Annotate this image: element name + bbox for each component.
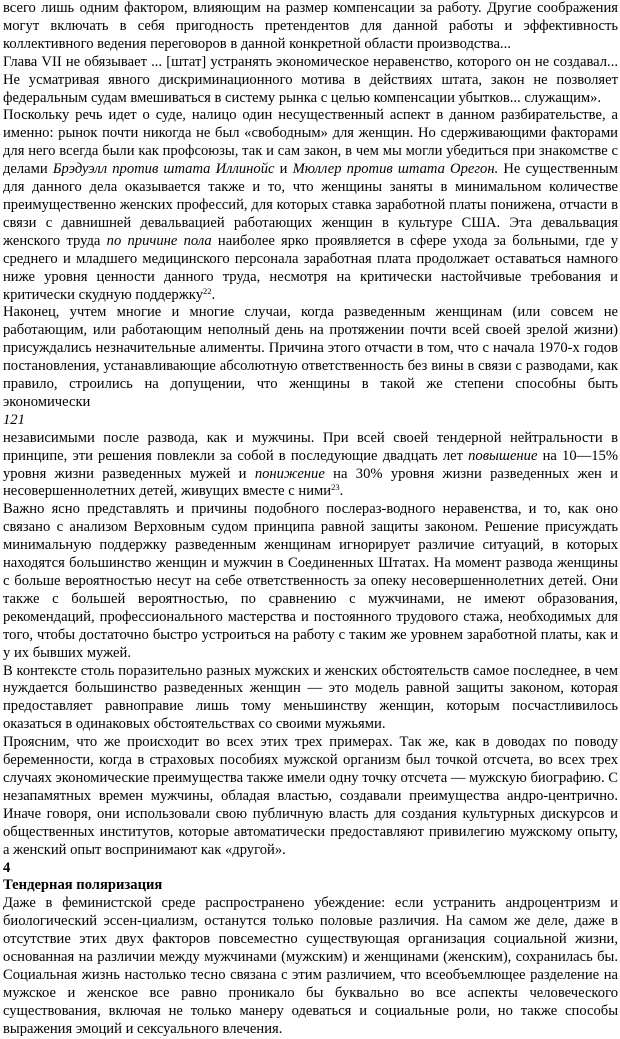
footnote-ref: 22 xyxy=(203,285,212,296)
text-run: . xyxy=(339,483,344,500)
paragraph: Даже в феминистской среде распространено убеждение: если устранить андроцентризм и биологический эссен-циализм, останутся только половые различия. На самом же деле, даже в отсутствие этих двух факторов повсеместно существующая организация социальной жизни, основанная на различии между мужчинами (мужским) и женщинами (женским), сохранилась бы. Социальная жизнь настолько тесно связана с этим различием, что всеобъемлющее разделение на мужское и женское все равно проникало бы буквально во все аспекты человеческого существования, включая не только манеру одеваться и социальные роли, но также способы выражения эмоций и сексуального влечения. xyxy=(3,895,618,1037)
text-run: на 30% уровня жизни разведенных жен и несовершеннолетних детей, живущих вместе с ними xyxy=(3,465,618,500)
chapter-number: 4 xyxy=(3,859,11,876)
text-run: и xyxy=(274,161,293,178)
paragraph: Наконец, учтем многие и многие случаи, когда разведенным женщинам (или совсем не работающим, или работающим неполный день на протяжении почти всей своей зрелой жизни) присуждались незначительные алименты. Причина этого отчасти в том, что с начала 1970-х годов постановления, устанавливающие абсолютную ответственность без вины в связи с разводами, как правило, строились на допущении, что женщины в такой же степени способны быть экономически xyxy=(3,304,618,410)
emphasis: повышение xyxy=(468,447,538,464)
text-run: на 10—15% уровня жизни разведенных мужей и xyxy=(3,447,618,482)
footnote-ref: 23 xyxy=(331,482,340,493)
paragraph: Важно ясно представлять и причины подобного послераз-водного неравенства, и то, как оно связано с анализом Верховным судом принципа равной защиты законом. Решение присуждать минимальную поддержку разведенным женщинам игнорирует различие ситуаций, в которых находятся большинство женщин и мужчин в Соединенных Штатах. На момент развода женщины с больше вероятностью несут на себе ответственность за опеку несовершеннолетних детей. Они также с большей вероятностью, по сравнению с мужчинами, не имеют образования, рекомендаций, профессионального мастерства и постоянного трудового стажа, необходимых для того, чтобы достаточно быстро устроиться на работу с таким же уровнем заработной платы, как и у их бывших мужей. xyxy=(3,501,618,661)
page-number: 121 xyxy=(3,411,25,428)
emphasis: по причине пола xyxy=(106,232,212,249)
text-run: наиболее ярко проявляется в сфере ухода за больными, где у среднего и младшего медицинского персонала заработная плата продолжает оставаться намного ниже уровня ценности данного труда, несмотря на критически настойчивые требования и критически скудную поддержку xyxy=(3,232,618,303)
paragraph: всего лишь одним фактором, влияющим на размер компенсации за работу. Другие соображения могут включать в себя пригодность претендентов для данной работы и эффективность коллективного ведения переговоров в данной конкретной области производства... xyxy=(3,0,618,52)
text-run: . xyxy=(211,286,216,303)
text-run: Не существенным для данного дела оказывается также и то, что женщины заняты в минимальном количестве преимущественно женских профессий, для которых ставка заработной платы понижена, отчасти в связи с давнишней девальвацией работающих женщин в культуре США. Эта девальвация женского труда xyxy=(3,161,619,249)
case-citation: Брэдуэлл против штата Иллинойс xyxy=(52,161,275,178)
paragraph: Глава VII не обязывает ... [штат] устранять экономическое неравенство, которого он не создавал... Не усматривая явного дискриминационного мотива в действиях штата, закон не позволяет федеральным судам вмешиваться в систему рынка с целью компенсации убытков... служащим». xyxy=(3,53,618,106)
paragraph: В контексте столь поразительно разных мужских и женских обстоятельств самое последнее, в чем нуждается большинство разведенных женщин — это модель равной защиты законом, которая предоставляет равноправие лишь тому меньшинству женщин, которым посчастливилось оказаться в одинаковых обстоятельствах со своими мужьями. xyxy=(3,662,618,733)
text-run: независимыми после развода, как и мужчины. При всей своей тендерной нейтральности в принципе, эти решения повлекли за собой в последующие двадцать лет xyxy=(3,429,618,464)
text-run: Поскольку речь идет о суде, налицо один несущественный аспект в данном разбирательстве, а именно: рынок почти никогда не был «свободным» для женщин. Но сдерживающими факторами для него всегда были как профсоюзы, так и сам закон, в чем мы могли убедиться при знакомстве с делами xyxy=(3,107,618,178)
emphasis: понижение xyxy=(254,465,325,482)
paragraph xyxy=(3,107,618,304)
case-citation: Мюллер против штата Орегон. xyxy=(292,161,499,178)
paragraph: Проясним, что же происходит во всех этих трех примерах. Так же, как в доводах по поводу беременности, когда в страховых пособиях мужской организм был точкой отсчета, во всех трех случаях экономические преимущества также имели одну точку отсчета — мужскую биографию. С незапамятных времен мужчины, обладая властью, создавали преимущества андро-центрично. Иначе говоря, они использовали свою публичную власть для создания культурных дискурсов и общественных институтов, которые автоматически предоставляют привилегию мужскому опыту, а женский опыт воспринимают как «другой». xyxy=(3,734,618,858)
paragraph xyxy=(3,430,618,502)
chapter-title: Тендерная поляризация xyxy=(3,877,163,894)
